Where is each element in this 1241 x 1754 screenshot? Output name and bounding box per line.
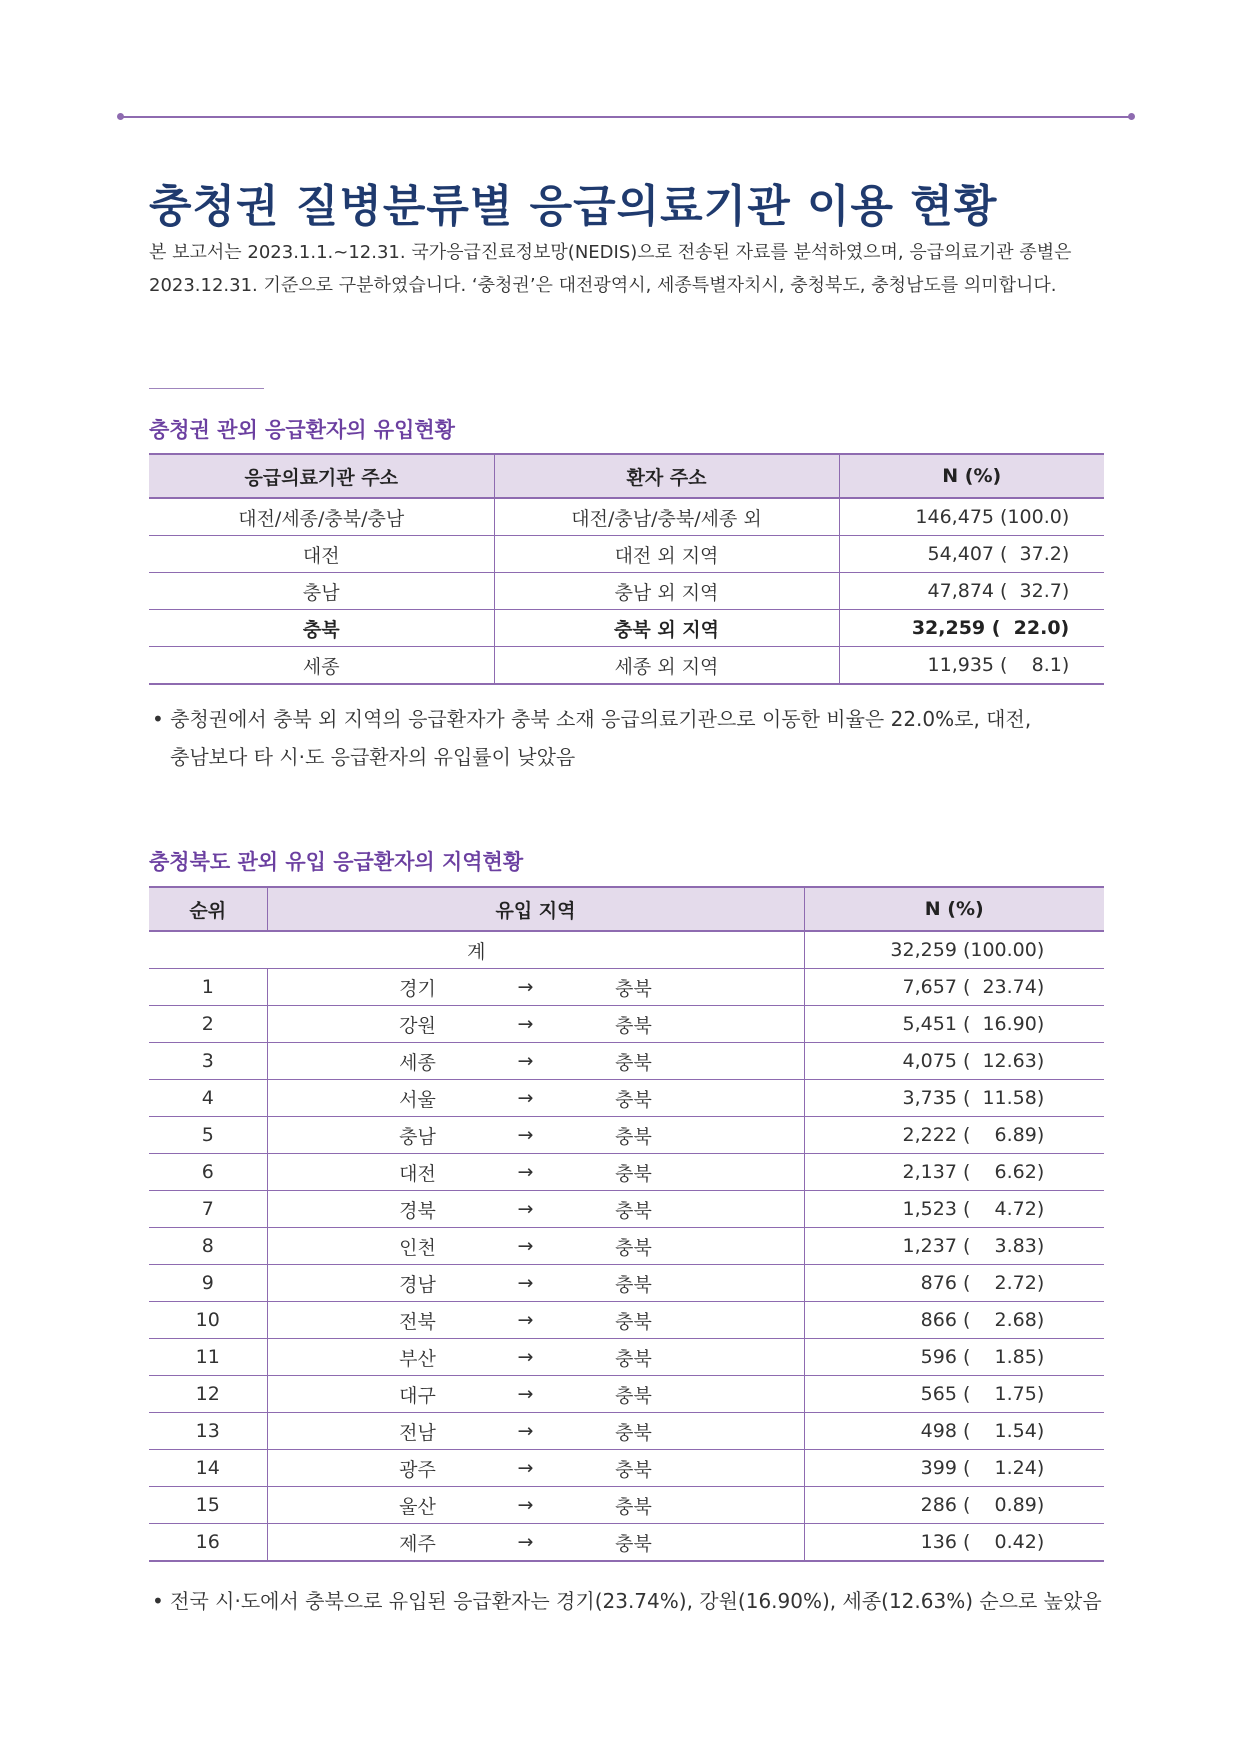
region-cell <box>267 1302 804 1339</box>
table-row <box>149 498 1104 536</box>
arrow-icon: → <box>517 1161 534 1183</box>
section2-note <box>152 1582 1112 1620</box>
n-value: 565 ( 1.75) <box>920 1383 1045 1405</box>
n-value: 2,222 ( 6.89) <box>902 1124 1045 1146</box>
n-cell <box>804 1117 1104 1154</box>
total-label: 계 <box>149 931 804 969</box>
institution-cell: 세종 <box>149 647 494 685</box>
patient-cell: 충북 외 지역 <box>494 610 839 647</box>
n-value: 1,523 ( 4.72) <box>902 1198 1045 1220</box>
header-region: 유입 지역 <box>267 887 804 931</box>
section2-title: 충청북도 관외 유입 응급환자의 지역현황 <box>149 850 524 874</box>
to-region: 충북 <box>615 1310 652 1333</box>
from-region: 충남 <box>399 1125 436 1148</box>
region-cell <box>267 1228 804 1265</box>
n-cell <box>804 1191 1104 1228</box>
intro-line-2: 2023.12.31. 기준으로 구분하였습니다. ‘충청권’은 대전광역시, 세종특별자치시, 충청북도, 충청남도를 의미합니다. <box>149 275 1057 296</box>
region-cell <box>267 1413 804 1450</box>
to-region: 충북 <box>615 1236 652 1259</box>
page-title: 충청권 질병분류별 응급의료기관 이용 현황 <box>149 181 998 232</box>
divider-dot-left <box>117 113 124 120</box>
region-cell <box>267 1265 804 1302</box>
region-cell <box>267 1450 804 1487</box>
to-region: 충북 <box>615 1495 652 1518</box>
to-region: 충북 <box>615 1384 652 1407</box>
table-row <box>149 1487 1104 1524</box>
header-rank: 순위 <box>149 887 267 931</box>
table-row <box>149 536 1104 573</box>
note-line-1: • 충청권에서 충북 외 지역의 응급환자가 충북 소재 응급의료기관으로 이동한 비율은 22.0%로, 대전, <box>152 707 1032 731</box>
region-cell <box>267 1524 804 1562</box>
header-institution: 응급의료기관 주소 <box>149 454 494 498</box>
table-row <box>149 1043 1104 1080</box>
n-cell <box>804 969 1104 1006</box>
n-value: 866 ( 2.68) <box>920 1309 1045 1331</box>
rank-cell: 8 <box>149 1228 267 1265</box>
rank-cell: 15 <box>149 1487 267 1524</box>
table-row <box>149 1228 1104 1265</box>
patient-cell: 세종 외 지역 <box>494 647 839 685</box>
arrow-icon: → <box>517 1457 534 1479</box>
region-cell <box>267 1043 804 1080</box>
table-row <box>149 1302 1104 1339</box>
n-value: 146,475 (100.0) <box>915 506 1070 528</box>
institution-cell: 충남 <box>149 573 494 610</box>
institution-cell: 대전 <box>149 536 494 573</box>
table-row <box>149 1117 1104 1154</box>
table-row <box>149 1376 1104 1413</box>
n-cell <box>804 1450 1104 1487</box>
n-value: 7,657 ( 23.74) <box>902 976 1045 998</box>
from-region: 경남 <box>399 1273 436 1296</box>
header-patient: 환자 주소 <box>494 454 839 498</box>
n-value: 1,237 ( 3.83) <box>902 1235 1045 1257</box>
arrow-icon: → <box>517 1013 534 1035</box>
patient-cell: 충남 외 지역 <box>494 573 839 610</box>
top-divider <box>120 116 1131 118</box>
rank-cell: 11 <box>149 1339 267 1376</box>
to-region: 충북 <box>615 1014 652 1037</box>
to-region: 충북 <box>615 1162 652 1185</box>
rank-cell: 16 <box>149 1524 267 1562</box>
from-region: 광주 <box>399 1458 436 1481</box>
from-region: 부산 <box>399 1347 436 1370</box>
from-region: 제주 <box>399 1532 436 1555</box>
table-row <box>149 1006 1104 1043</box>
from-region: 강원 <box>399 1014 436 1037</box>
to-region: 충북 <box>615 1421 652 1444</box>
n-cell <box>804 1413 1104 1450</box>
arrow-icon: → <box>517 1494 534 1516</box>
n-cell <box>804 1080 1104 1117</box>
rank-cell: 1 <box>149 969 267 1006</box>
from-region: 서울 <box>399 1088 436 1111</box>
to-region: 충북 <box>615 1051 652 1074</box>
table-header-row <box>149 454 1104 498</box>
n-cell <box>804 1228 1104 1265</box>
n-cell <box>804 1302 1104 1339</box>
from-region: 인천 <box>399 1236 436 1259</box>
patient-cell: 대전 외 지역 <box>494 536 839 573</box>
n-cell <box>804 1006 1104 1043</box>
table-row <box>149 1413 1104 1450</box>
n-cell <box>804 1376 1104 1413</box>
to-region: 충북 <box>615 1347 652 1370</box>
arrow-icon: → <box>517 1420 534 1442</box>
to-region: 충북 <box>615 1532 652 1555</box>
to-region: 충북 <box>615 1273 652 1296</box>
patient-cell: 대전/충남/충북/세종 외 <box>494 498 839 536</box>
arrow-icon: → <box>517 1309 534 1331</box>
total-row <box>149 931 1104 969</box>
divider-dot-right <box>1128 113 1135 120</box>
table-row <box>149 1080 1104 1117</box>
section1-title: 충청권 관외 응급환자의 유입현황 <box>149 418 455 442</box>
region-cell <box>267 1117 804 1154</box>
institution-cell: 충북 <box>149 610 494 647</box>
from-region: 전남 <box>399 1421 436 1444</box>
n-value: 136 ( 0.42) <box>920 1531 1045 1553</box>
from-region: 경기 <box>399 977 436 1000</box>
arrow-icon: → <box>517 1050 534 1072</box>
rank-cell: 5 <box>149 1117 267 1154</box>
table-header-row <box>149 887 1104 931</box>
rank-cell: 6 <box>149 1154 267 1191</box>
region-cell <box>267 1154 804 1191</box>
region-table <box>149 886 1104 1562</box>
rank-cell: 7 <box>149 1191 267 1228</box>
header-n: N (%) <box>804 887 1104 931</box>
n-value: 32,259 ( 22.0) <box>911 617 1070 639</box>
n-cell <box>839 647 1104 685</box>
arrow-icon: → <box>517 1531 534 1553</box>
rank-cell: 2 <box>149 1006 267 1043</box>
n-value: 11,935 ( 8.1) <box>927 654 1070 676</box>
n-value: 3,735 ( 11.58) <box>902 1087 1045 1109</box>
region-cell <box>267 1080 804 1117</box>
n-value: 4,075 ( 12.63) <box>902 1050 1045 1072</box>
arrow-icon: → <box>517 1272 534 1294</box>
rank-cell: 14 <box>149 1450 267 1487</box>
from-region: 대전 <box>399 1162 436 1185</box>
n-cell <box>804 1043 1104 1080</box>
table-row <box>149 1339 1104 1376</box>
from-region: 경북 <box>399 1199 436 1222</box>
n-cell <box>839 498 1104 536</box>
n-value: 54,407 ( 37.2) <box>927 543 1070 565</box>
from-region: 대구 <box>399 1384 436 1407</box>
table-row <box>149 969 1104 1006</box>
n-value: 596 ( 1.85) <box>920 1346 1045 1368</box>
region-cell <box>267 1191 804 1228</box>
n-cell <box>839 573 1104 610</box>
to-region: 충북 <box>615 977 652 1000</box>
arrow-icon: → <box>517 1346 534 1368</box>
arrow-icon: → <box>517 1124 534 1146</box>
table-row <box>149 1154 1104 1191</box>
table-row <box>149 1524 1104 1562</box>
n-cell <box>804 1487 1104 1524</box>
n-value: 399 ( 1.24) <box>920 1457 1045 1479</box>
n-cell <box>804 1154 1104 1191</box>
n-value: 5,451 ( 16.90) <box>902 1013 1045 1035</box>
arrow-icon: → <box>517 1198 534 1220</box>
region-cell <box>267 1339 804 1376</box>
section-divider <box>149 388 264 389</box>
region-cell <box>267 969 804 1006</box>
total-n: 32,259 (100.00) <box>890 939 1045 961</box>
section1-note <box>152 700 1112 776</box>
rank-cell: 4 <box>149 1080 267 1117</box>
arrow-icon: → <box>517 976 534 998</box>
institution-cell: 대전/세종/충북/충남 <box>149 498 494 536</box>
rank-cell: 10 <box>149 1302 267 1339</box>
arrow-icon: → <box>517 1383 534 1405</box>
from-region: 전북 <box>399 1310 436 1333</box>
n-cell <box>839 610 1104 647</box>
table-row <box>149 1450 1104 1487</box>
note-line-2: 충남보다 타 시·도 응급환자의 유입률이 낮았음 <box>170 745 576 769</box>
region-cell <box>267 1376 804 1413</box>
n-value: 47,874 ( 32.7) <box>927 580 1070 602</box>
region-cell <box>267 1487 804 1524</box>
n-value: 498 ( 1.54) <box>920 1420 1045 1442</box>
table-row <box>149 573 1104 610</box>
region-cell <box>267 1006 804 1043</box>
to-region: 충북 <box>615 1458 652 1481</box>
rank-cell: 3 <box>149 1043 267 1080</box>
from-region: 세종 <box>399 1051 436 1074</box>
arrow-icon: → <box>517 1087 534 1109</box>
rank-cell: 12 <box>149 1376 267 1413</box>
n-cell <box>804 1339 1104 1376</box>
n-cell <box>804 1265 1104 1302</box>
to-region: 충북 <box>615 1199 652 1222</box>
n-value: 876 ( 2.72) <box>920 1272 1045 1294</box>
total-n-cell <box>804 931 1104 969</box>
table-row <box>149 610 1104 647</box>
header-n: N (%) <box>839 454 1104 498</box>
n-value: 286 ( 0.89) <box>920 1494 1045 1516</box>
intro-paragraph <box>149 236 1109 302</box>
inflow-table <box>149 453 1104 685</box>
intro-line-1: 본 보고서는 2023.1.1.~12.31. 국가응급진료정보망(NEDIS)으로 전송된 자료를 분석하였으며, 응급의료기관 종별은 <box>149 242 1072 263</box>
rank-cell: 13 <box>149 1413 267 1450</box>
to-region: 충북 <box>615 1088 652 1111</box>
note-line: • 전국 시·도에서 충북으로 유입된 응급환자는 경기(23.74%), 강원(16.90%), 세종(12.63%) 순으로 높았음 <box>152 1589 1102 1613</box>
table-row <box>149 647 1104 685</box>
from-region: 울산 <box>399 1495 436 1518</box>
rank-cell: 9 <box>149 1265 267 1302</box>
n-value: 2,137 ( 6.62) <box>902 1161 1045 1183</box>
arrow-icon: → <box>517 1235 534 1257</box>
to-region: 충북 <box>615 1125 652 1148</box>
n-cell <box>804 1524 1104 1562</box>
n-cell <box>839 536 1104 573</box>
table-row <box>149 1265 1104 1302</box>
table-row <box>149 1191 1104 1228</box>
